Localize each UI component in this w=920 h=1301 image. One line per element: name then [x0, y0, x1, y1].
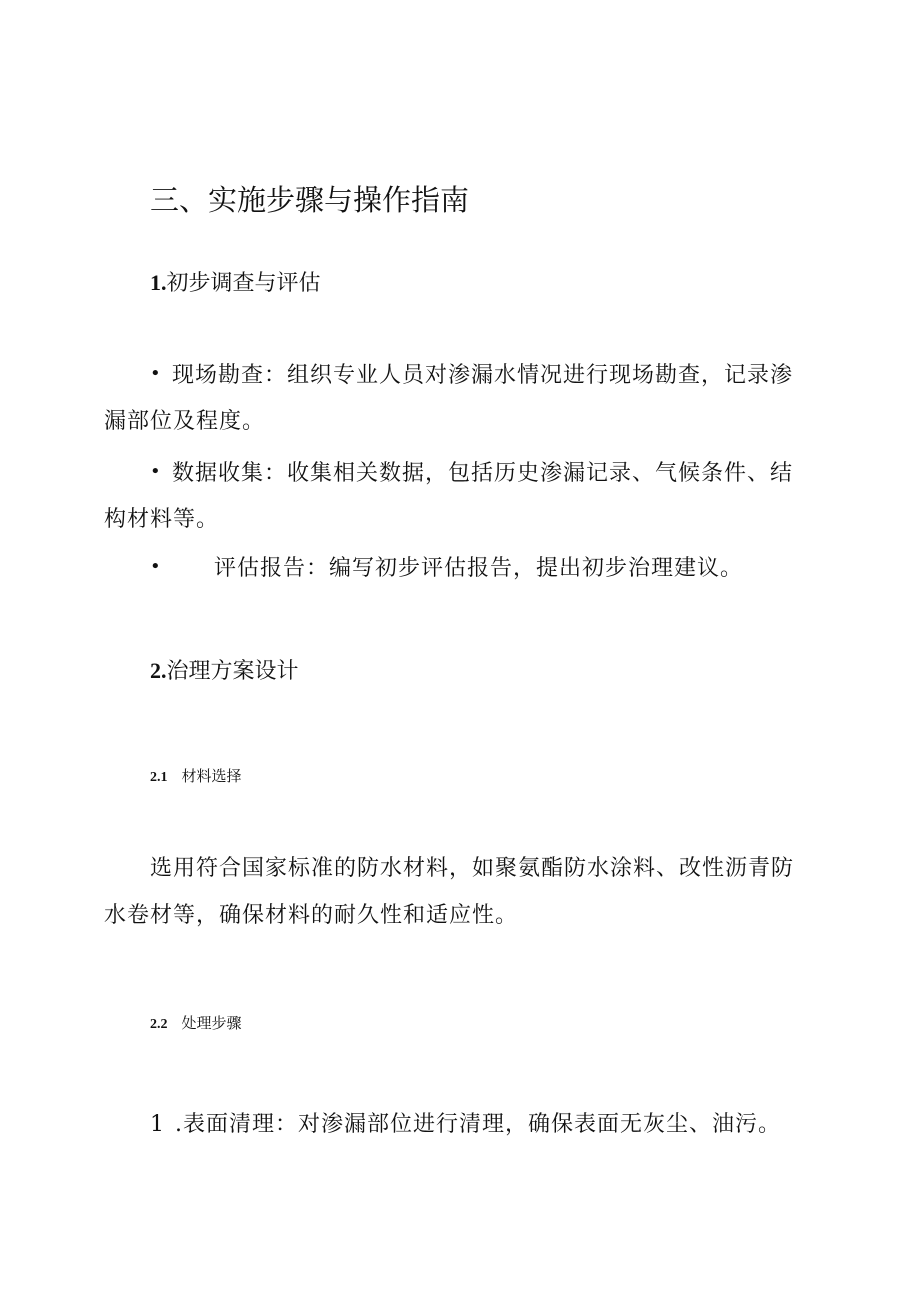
- item-2-1-heading: [150, 765, 242, 786]
- subsection-1-title: 初步调查与评估: [166, 271, 321, 296]
- item-2-2-title: 处理步骤: [181, 1014, 242, 1032]
- step-1-number: 1: [150, 1112, 165, 1137]
- item-2-1-line-2: 水卷材等，确保材料的耐久性和适应性。: [104, 903, 519, 928]
- item-2-2-heading: [150, 1012, 242, 1033]
- subsection-2-heading: [150, 654, 299, 685]
- item-2-1-title: 材料选择: [181, 767, 242, 785]
- bullet-marker: •: [150, 363, 161, 384]
- bullet-marker: •: [150, 461, 161, 482]
- subsection-1-heading: [150, 266, 321, 297]
- item-2-2-number: 2.2: [150, 1017, 168, 1032]
- bullet-2-line-1: 数据收集：收集相关数据，包括历史渗漏记录、气候条件、结: [172, 461, 794, 486]
- bullet-1-line-2: 漏部位及程度。: [104, 409, 266, 434]
- subsection-1-number: 1.: [150, 270, 167, 295]
- item-2-1-number: 2.1: [150, 770, 168, 785]
- bullet-1-line-1: 现场勘查：组织专业人员对渗漏水情况进行现场勘查，记录渗: [172, 363, 794, 388]
- bullet-marker: •: [150, 556, 161, 577]
- bullet-2-line-2: 构材料等。: [104, 507, 220, 532]
- subsection-2-title: 治理方案设计: [166, 659, 299, 684]
- step-1-text: .表面清理：对渗漏部位进行清理，确保表面无灰尘、油污。: [175, 1112, 781, 1137]
- section-title: 三、实施步骤与操作指南: [150, 183, 470, 217]
- item-2-1-line-1: 选用符合国家标准的防水材料，如聚氨酯防水涂料、改性沥青防: [150, 856, 795, 881]
- subsection-2-number: 2.: [150, 658, 167, 683]
- bullet-3-line-1: 评估报告：编写初步评估报告，提出初步治理建议。: [214, 556, 744, 581]
- step-1: [150, 1107, 781, 1138]
